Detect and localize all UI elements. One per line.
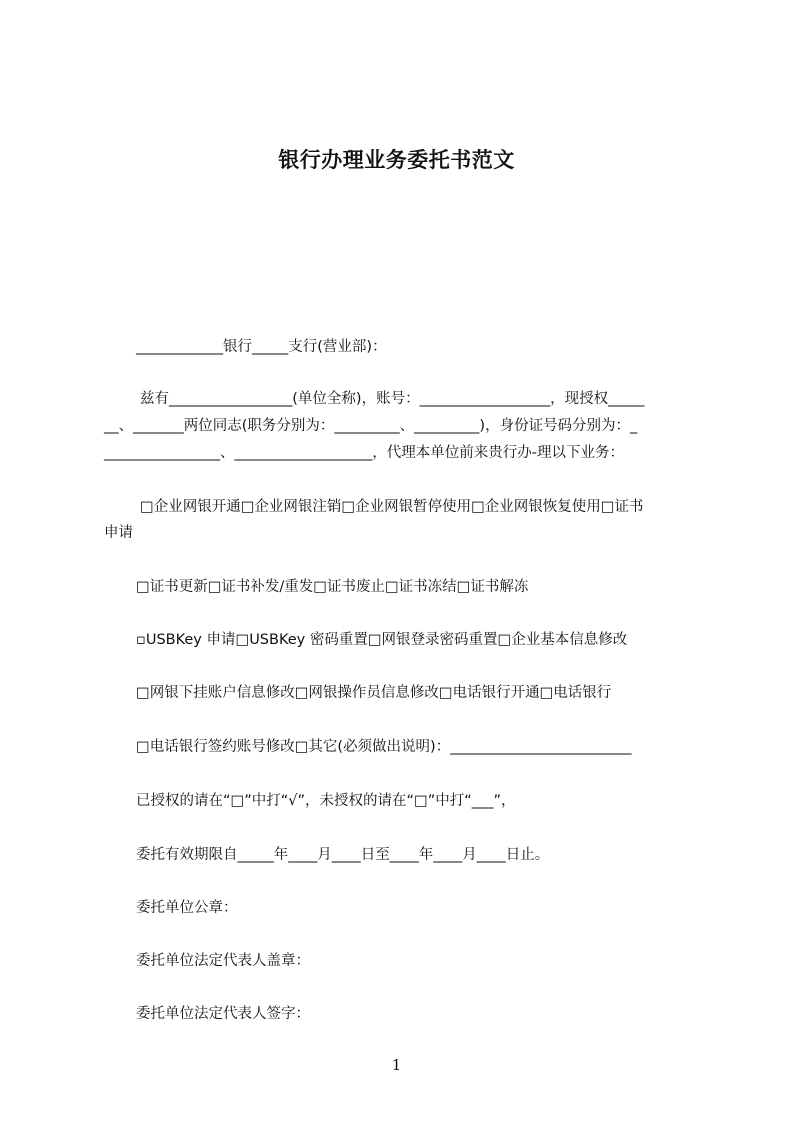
authorization-line-3: ________________、___________________，代理本单位前来贵行办-理以下业务：: [104, 445, 624, 461]
legal-representative-signature-label: 委托单位法定代表人签字：: [136, 1006, 310, 1022]
service-options-line-1: □企业网银开通□企业网银注销□企业网银暂停使用□企业网银恢复使用□证书: [140, 499, 644, 515]
marking-instruction: 已授权的请在“□”中打“√”，未授权的请在“□”中打“___”，: [136, 793, 516, 809]
company-seal-label: 委托单位公章：: [136, 900, 238, 916]
service-options-line-1-wrap: 申请: [104, 525, 133, 541]
service-options-line-4: □网银下挂账户信息修改□网银操作员信息修改□电话银行开通□电话银行: [136, 685, 612, 701]
service-options-line-3: ▫USBKey 申请□USBKey 密码重置□网银登录密码重置□企业基本信息修改: [136, 632, 628, 648]
legal-representative-seal-label: 委托单位法定代表人盖章：: [136, 953, 310, 969]
addressee-line: ____________银行_____支行(营业部)：: [136, 339, 387, 355]
document-title: 银行办理业务委托书范文: [278, 148, 515, 172]
page-number: 1: [391, 1056, 402, 1074]
authorization-line-2: __、_______两位同志(职务分别为：_________、_________)，身份证号码分别为：_: [104, 418, 638, 434]
service-options-line-2: □证书更新□证书补发/重发□证书废止□证书冻结□证书解冻: [136, 579, 529, 595]
authorization-line-1: 兹有_________________(单位全称)，账号：__________________，现授权_____: [140, 391, 645, 407]
validity-period: 委托有效期限自_____年____月____日至____年____月____日止。: [136, 847, 550, 863]
service-options-line-5: □电话银行签约账号修改□其它(必须做出说明)：_________________________: [136, 739, 632, 755]
